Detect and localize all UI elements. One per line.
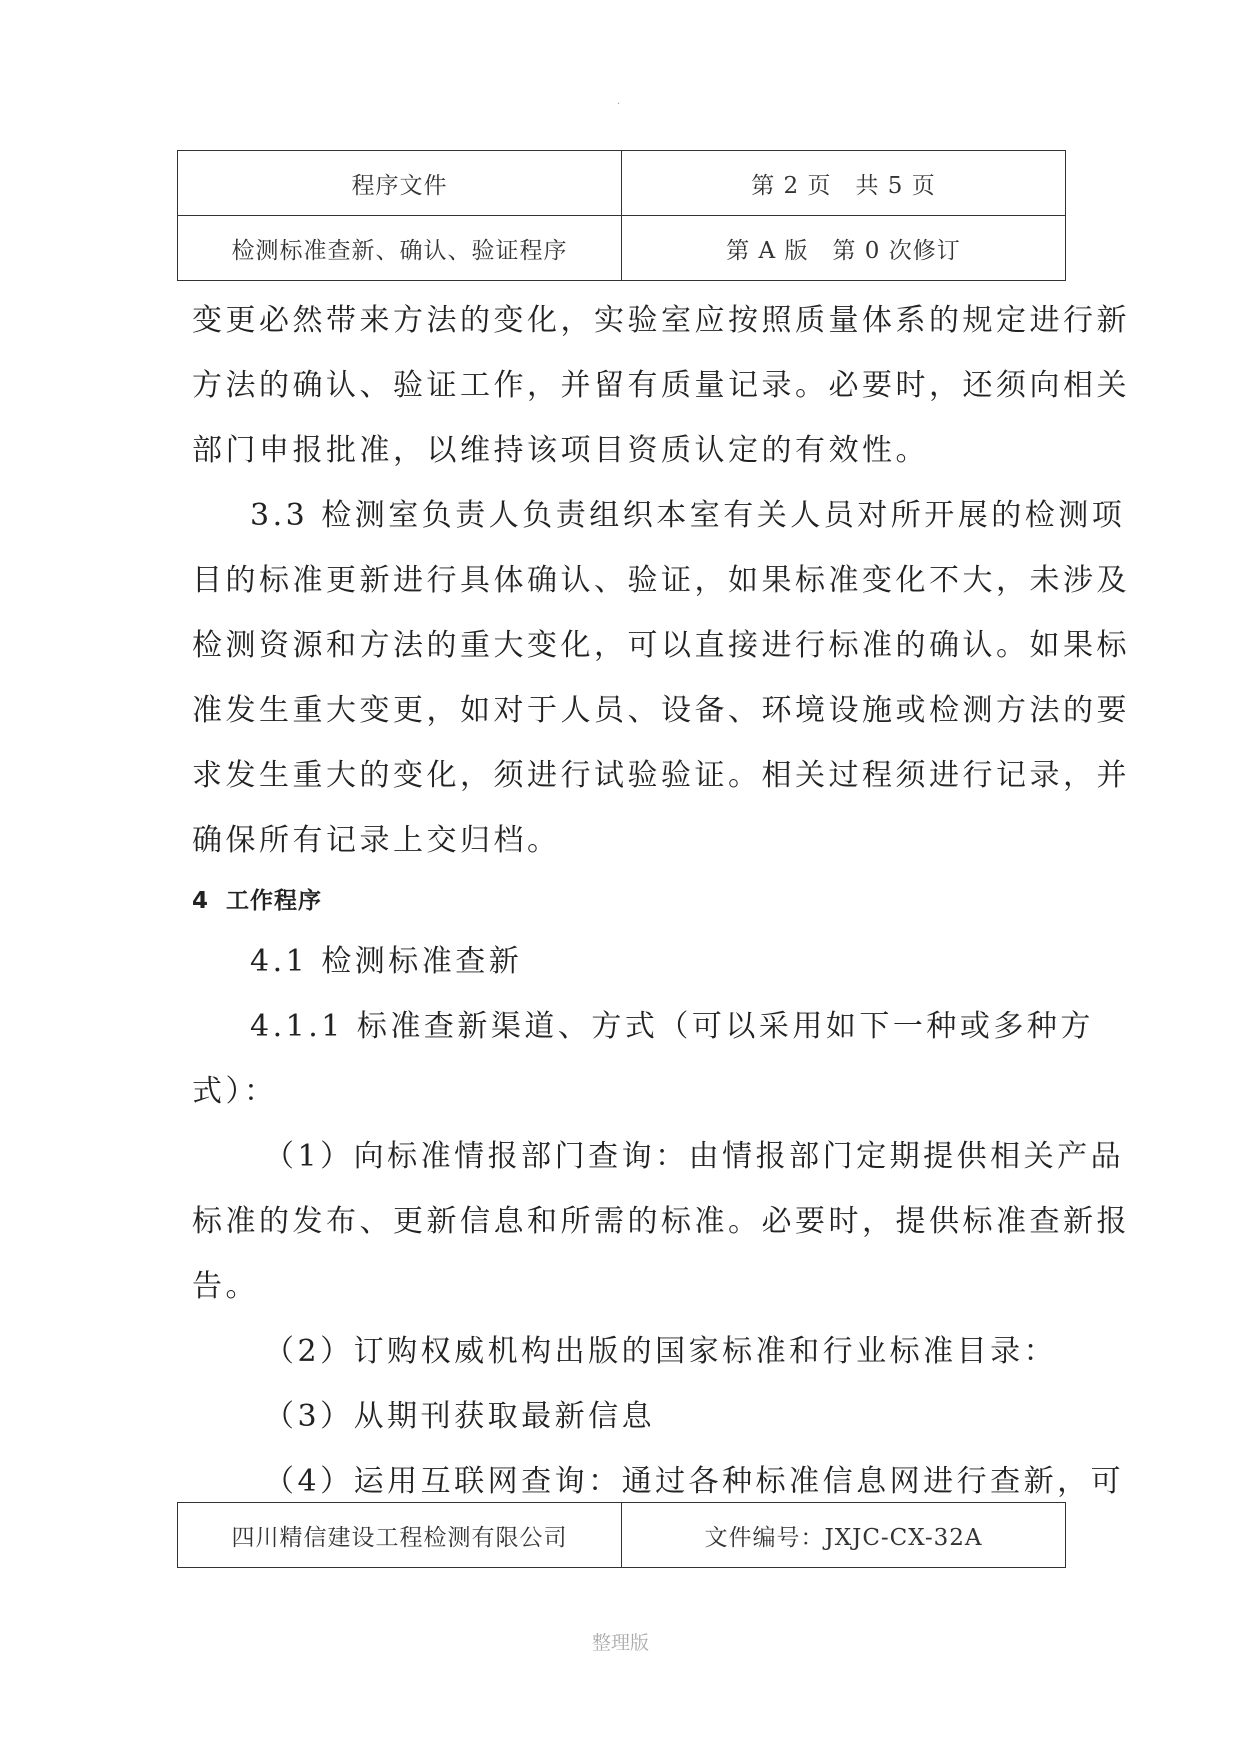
body-line: 3.3 检测室负责人负责组织本室有关人员对所开展的检测项 bbox=[250, 498, 1126, 533]
section-heading bbox=[192, 873, 1054, 929]
top-mark: . bbox=[617, 96, 621, 107]
page-info: 第 2 页 共 5 页 bbox=[622, 151, 1066, 216]
list-item: （2）订购权威机构出版的国家标准和行业标准目录： bbox=[264, 1334, 1058, 1369]
body-line: 确保所有记录上交归档。 bbox=[192, 823, 561, 858]
body-line: 目的标准更新进行具体确认、验证，如果标准变化不大，未涉及 bbox=[192, 563, 1130, 598]
body-line: 变更必然带来方法的变化，实验室应按照质量体系的规定进行新 bbox=[192, 303, 1130, 338]
section-title: 工作程序 bbox=[226, 888, 322, 914]
company-name: 四川精信建设工程检测有限公司 bbox=[178, 1503, 622, 1568]
body-line: 准发生重大变更，如对于人员、设备、环境设施或检测方法的要 bbox=[192, 693, 1130, 728]
revision-info: 第 A 版 第 0 次修订 bbox=[622, 216, 1066, 281]
section-number: 4 bbox=[192, 888, 210, 914]
body-line: 标准的发布、更新信息和所需的标准。必要时，提供标准查新报 bbox=[192, 1204, 1130, 1239]
body-line: 告。 bbox=[192, 1269, 259, 1304]
document-body bbox=[192, 288, 1130, 1514]
body-line: 方法的确认、验证工作，并留有质量记录。必要时，还须向相关 bbox=[192, 368, 1130, 403]
list-item: （3）从期刊获取最新信息 bbox=[264, 1399, 656, 1434]
body-line: 4.1.1 标准查新渠道、方式（可以采用如下一种或多种方 bbox=[250, 1009, 1094, 1044]
body-line: 式）： bbox=[192, 1074, 278, 1109]
doc-number: 文件编号：JXJC-CX-32A bbox=[622, 1503, 1066, 1568]
list-item: （1）向标准情报部门查询：由情报部门定期提供相关产品 bbox=[264, 1139, 1125, 1174]
body-line: 部门申报批准，以维持该项目资质认定的有效性。 bbox=[192, 433, 929, 468]
footer-table bbox=[177, 1502, 1066, 1568]
doc-title: 检测标准查新、确认、验证程序 bbox=[178, 216, 622, 281]
body-line: 求发生重大的变化，须进行试验验证。相关过程须进行记录，并 bbox=[192, 758, 1130, 793]
body-line: 检测资源和方法的重大变化，可以直接进行标准的确认。如果标 bbox=[192, 628, 1130, 663]
watermark: 整理版 bbox=[591, 1632, 649, 1654]
header-table bbox=[177, 150, 1066, 281]
list-item: （4）运用互联网查询：通过各种标准信息网进行查新，可 bbox=[264, 1464, 1125, 1499]
subsection-heading: 4.1 检测标准查新 bbox=[250, 944, 523, 979]
doc-type: 程序文件 bbox=[178, 151, 622, 216]
